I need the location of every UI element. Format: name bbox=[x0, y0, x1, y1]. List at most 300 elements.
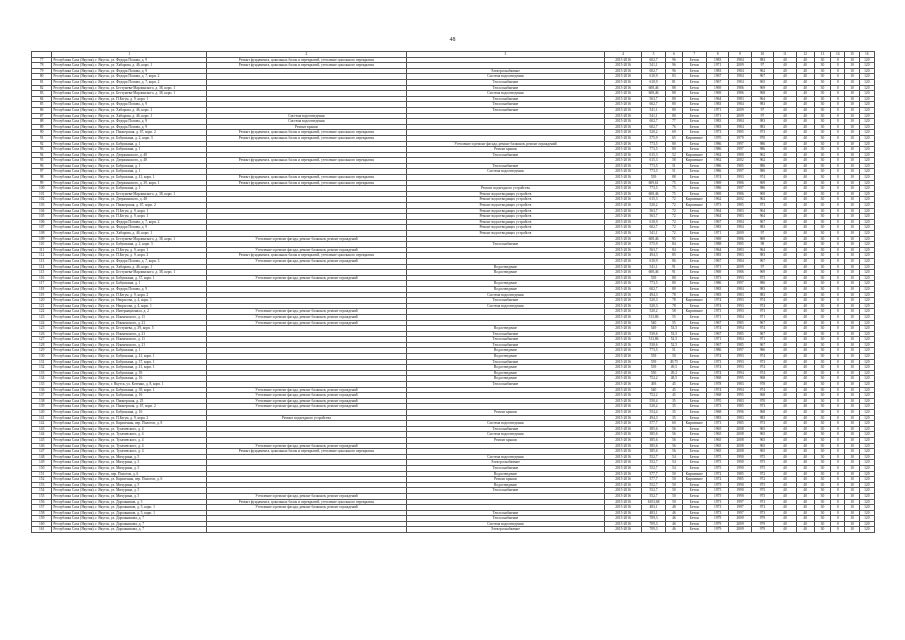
value-cell: 120 bbox=[859, 186, 874, 192]
value-cell: 40 bbox=[774, 74, 796, 80]
value-cell: 10 bbox=[845, 493, 859, 499]
value-cell: 30 bbox=[814, 281, 830, 287]
wear-cell: 51 bbox=[666, 348, 682, 354]
year-built-cell: 1973 bbox=[706, 510, 728, 516]
value-cell: 40 bbox=[796, 314, 814, 320]
value-cell: 30 bbox=[814, 471, 830, 477]
value-cell: 120 bbox=[859, 175, 874, 181]
value-cell: 30 bbox=[814, 113, 830, 119]
value-cell: 40 bbox=[774, 163, 796, 169]
row-number: 130 bbox=[32, 354, 52, 360]
row-number: 147 bbox=[32, 449, 52, 455]
value-cell: 120 bbox=[859, 219, 874, 225]
value-cell: 120 bbox=[859, 135, 874, 141]
period-cell: 2015-2016 bbox=[605, 342, 642, 348]
value-cell: 30 bbox=[814, 404, 830, 410]
wear-cell: 35 bbox=[666, 410, 682, 416]
value-cell: 10 bbox=[845, 443, 859, 449]
work-type-cell: Ремонт фундамента, цокольных балок и перекрытий, утепление цокольного перекрытия bbox=[207, 175, 407, 181]
value-cell: 30 bbox=[814, 337, 830, 343]
value-cell: 0 bbox=[831, 186, 845, 192]
year-renovated-cell: 1984 bbox=[729, 225, 751, 231]
value-cell: 40 bbox=[774, 493, 796, 499]
value-cell: 30 bbox=[814, 258, 830, 264]
value-cell: 0 bbox=[831, 415, 845, 421]
region-prefix: Республика Саха (Якутия), г. Якутск, bbox=[53, 169, 110, 174]
header-cell: 15 bbox=[845, 52, 859, 58]
value-cell: 40 bbox=[774, 258, 796, 264]
value-cell: 30 bbox=[814, 253, 830, 259]
value-cell: 120 bbox=[859, 337, 874, 343]
street-address: ул. Федора Попова, д. 7, корп. 2 bbox=[110, 79, 160, 84]
wear-cell: 54 bbox=[666, 465, 682, 471]
value-cell: 40 bbox=[774, 309, 796, 315]
wear-cell: 75 bbox=[666, 186, 682, 192]
year-code-cell: 986 bbox=[751, 348, 773, 354]
region-prefix: Республика Саха (Якутия), г. Якутск, bbox=[53, 107, 110, 112]
year-built-cell: 1973 bbox=[706, 499, 728, 505]
street-address: ул. Пионерская, д. 25 bbox=[110, 398, 144, 403]
value-cell: 10 bbox=[845, 449, 859, 455]
work-type-cell: Утепление и ремонт фасада, ремонт балконов, ремонт ограждений bbox=[207, 275, 407, 281]
system-cell: Теплоснабжение bbox=[406, 382, 605, 388]
wear-cell: 78 bbox=[666, 292, 682, 298]
value-cell: 10 bbox=[845, 415, 859, 421]
street-address: ул. П.Бегун, д. 9, корп. 1 bbox=[110, 208, 149, 213]
year-built-cell: 1970 bbox=[706, 135, 728, 141]
area-cell: 602,7 bbox=[641, 119, 665, 125]
period-cell: 2015-2016 bbox=[605, 354, 642, 360]
value-cell: 10 bbox=[845, 68, 859, 74]
value-cell: 40 bbox=[774, 437, 796, 443]
region-prefix: Республика Саха (Якутия), г. Якутск, bbox=[53, 158, 110, 163]
work-type-cell: Утепление и ремонт фасада, ремонт балконов, ремонт ограждений bbox=[207, 258, 407, 264]
value-cell: 30 bbox=[814, 186, 830, 192]
period-cell: 2015-2016 bbox=[605, 236, 642, 242]
material-cell: Бетон bbox=[682, 410, 706, 416]
page-number: 48 bbox=[449, 37, 456, 43]
material-cell: Кирпичное bbox=[682, 298, 706, 304]
value-cell: 30 bbox=[814, 180, 830, 186]
value-cell: 0 bbox=[831, 231, 845, 237]
year-renovated-cell: 1983 bbox=[729, 415, 751, 421]
area-cell: 483,1 bbox=[641, 510, 665, 516]
year-code-cell: 97 bbox=[751, 107, 773, 113]
value-cell: 40 bbox=[774, 219, 796, 225]
street-address: ул. Дзержинского, д. 48 bbox=[110, 197, 147, 202]
year-code-cell: 968 bbox=[751, 410, 773, 416]
period-cell: 2015-2016 bbox=[605, 91, 642, 97]
period-cell: 2015-2016 bbox=[605, 449, 642, 455]
value-cell: 40 bbox=[774, 203, 796, 209]
value-cell: 30 bbox=[814, 219, 830, 225]
period-cell: 2015-2016 bbox=[605, 270, 642, 276]
row-number: 83 bbox=[32, 91, 52, 97]
year-code-cell: 983 bbox=[751, 415, 773, 421]
year-code-cell: 973 bbox=[751, 359, 773, 365]
value-cell: 10 bbox=[845, 286, 859, 292]
year-code-cell: 983 bbox=[751, 286, 773, 292]
row-number: 138 bbox=[32, 398, 52, 404]
wear-cell: 96 bbox=[666, 57, 682, 63]
area-cell: 520,2 bbox=[641, 404, 665, 410]
value-cell: 30 bbox=[814, 521, 830, 527]
value-cell: 30 bbox=[814, 320, 830, 326]
row-number: 159 bbox=[32, 516, 52, 522]
value-cell: 0 bbox=[831, 527, 845, 533]
street-address: ул. Дзержинского, д. 39, корп. 1 bbox=[110, 180, 160, 185]
value-cell: 40 bbox=[796, 393, 814, 399]
value-cell: 40 bbox=[796, 203, 814, 209]
street-address: ул. Мичурина, д. 5 bbox=[110, 493, 140, 498]
value-cell: 0 bbox=[831, 258, 845, 264]
value-cell: 120 bbox=[859, 264, 874, 270]
year-built-cell: 1964 bbox=[706, 96, 728, 102]
region-prefix: Республика Саха (Якутия), г. Якутск, bbox=[53, 303, 110, 308]
year-code-cell: 972 bbox=[751, 471, 773, 477]
year-code-cell: 97 bbox=[751, 231, 773, 237]
header-cell: 14 bbox=[831, 52, 845, 58]
work-type-cell: Утепление и ремонт фасада, ремонт балконов, ремонт ограждений bbox=[207, 387, 407, 393]
value-cell: 40 bbox=[774, 521, 796, 527]
period-cell: 2015-2016 bbox=[605, 477, 642, 483]
period-cell: 2015-2016 bbox=[605, 242, 642, 248]
street-address: ул. Хабарова, д. 46, корп. 1 bbox=[110, 63, 153, 68]
area-cell: 610,9 bbox=[641, 219, 665, 225]
region-prefix: Республика Саха (Якутия), г. Якутск, bbox=[53, 410, 110, 414]
system-cell: Система водоотведения bbox=[406, 421, 605, 427]
value-cell: 10 bbox=[845, 180, 859, 186]
value-cell: 10 bbox=[845, 365, 859, 371]
value-cell: 40 bbox=[774, 477, 796, 483]
year-code-cell: 965 bbox=[751, 437, 773, 443]
year-built-cell: 1964 bbox=[706, 247, 728, 253]
value-cell: 0 bbox=[831, 298, 845, 304]
year-built-cell: 1986 bbox=[706, 141, 728, 147]
value-cell: 0 bbox=[831, 393, 845, 399]
value-cell: 10 bbox=[845, 242, 859, 248]
work-type-cell: Утепление и ремонт фасада, ремонт балконов, ремонт ограждений bbox=[207, 398, 407, 404]
system-cell: Ремонт крыши bbox=[406, 437, 605, 443]
period-cell: 2015-2016 bbox=[605, 152, 642, 158]
value-cell: 10 bbox=[845, 141, 859, 147]
value-cell: 120 bbox=[859, 488, 874, 494]
value-cell: 0 bbox=[831, 141, 845, 147]
wear-cell: 46 bbox=[666, 516, 682, 522]
value-cell: 0 bbox=[831, 275, 845, 281]
period-cell: 2015-2016 bbox=[605, 141, 642, 147]
area-cell: 615,3 bbox=[641, 158, 665, 164]
value-cell: 30 bbox=[814, 303, 830, 309]
value-cell: 10 bbox=[845, 348, 859, 354]
period-cell: 2015-2016 bbox=[605, 107, 642, 113]
area-cell: 385,6 bbox=[641, 437, 665, 443]
area-cell: 483,1 bbox=[641, 505, 665, 511]
wear-cell: 96 bbox=[666, 63, 682, 69]
row-number: 125 bbox=[32, 326, 52, 332]
area-cell: 539 bbox=[641, 175, 665, 181]
material-cell: Бетон bbox=[682, 141, 706, 147]
value-cell: 10 bbox=[845, 253, 859, 259]
region-prefix: Республика Саха (Якутия), г. Якутск, bbox=[53, 382, 110, 387]
row-number: 98 bbox=[32, 175, 52, 181]
year-renovated-cell: 1983 bbox=[729, 208, 751, 214]
year-renovated-cell: 2008 bbox=[729, 432, 751, 438]
value-cell: 40 bbox=[796, 482, 814, 488]
system-cell: Ремонт водоотводящих устройств bbox=[406, 191, 605, 197]
work-type-cell: Ремонт подъездного устройства bbox=[207, 415, 407, 421]
value-cell: 40 bbox=[774, 454, 796, 460]
year-code-cell: 973 bbox=[751, 421, 773, 427]
row-number: 128 bbox=[32, 342, 52, 348]
system-cell: Водоотведение bbox=[406, 482, 605, 488]
period-cell: 2015-2016 bbox=[605, 437, 642, 443]
year-renovated-cell: 1984 bbox=[729, 219, 751, 225]
year-renovated-cell: 2009 bbox=[729, 63, 751, 69]
value-cell: 10 bbox=[845, 191, 859, 197]
area-cell: 709,3 bbox=[641, 527, 665, 533]
wear-cell: 54 bbox=[666, 460, 682, 466]
year-code-cell: 979 bbox=[751, 521, 773, 527]
wear-cell: 72 bbox=[666, 225, 682, 231]
region-prefix: Республика Саха (Якутия), г. Якутск, bbox=[53, 275, 110, 280]
work-type-cell: Утепление и ремонт фасада, ремонт балконов, ремонт ограждений bbox=[207, 505, 407, 511]
value-cell: 10 bbox=[845, 270, 859, 276]
row-number: 80 bbox=[32, 74, 52, 80]
value-cell: 10 bbox=[845, 499, 859, 505]
value-cell: 40 bbox=[774, 432, 796, 438]
value-cell: 0 bbox=[831, 74, 845, 80]
year-code-cell: 964 bbox=[751, 96, 773, 102]
value-cell: 30 bbox=[814, 107, 830, 113]
wear-cell: 55 bbox=[666, 320, 682, 326]
year-code-cell: 967 bbox=[751, 320, 773, 326]
value-cell: 40 bbox=[774, 191, 796, 197]
value-cell: 0 bbox=[831, 499, 845, 505]
value-cell: 10 bbox=[845, 382, 859, 388]
area-cell: 563,7 bbox=[641, 96, 665, 102]
wear-cell: 45 bbox=[666, 387, 682, 393]
period-cell: 2015-2016 bbox=[605, 493, 642, 499]
material-cell: Бетон bbox=[682, 449, 706, 455]
region-prefix: Республика Саха (Якутия), г. Якутск, bbox=[53, 471, 110, 476]
year-built-cell: 1968 bbox=[706, 376, 728, 382]
value-cell: 120 bbox=[859, 169, 874, 175]
value-cell: 120 bbox=[859, 242, 874, 248]
system-cell: Ремонт водоотводящих устройств bbox=[406, 203, 605, 209]
year-code-cell: 969 bbox=[751, 180, 773, 186]
value-cell: 40 bbox=[774, 443, 796, 449]
material-cell: Бетон bbox=[682, 175, 706, 181]
street-address: ул. Бабушкина, д. 1 bbox=[110, 281, 141, 286]
value-cell: 40 bbox=[796, 488, 814, 494]
material-cell: Бетон bbox=[682, 337, 706, 343]
year-code-cell: 970 bbox=[751, 398, 773, 404]
value-cell: 0 bbox=[831, 158, 845, 164]
value-cell: 40 bbox=[796, 505, 814, 511]
area-cell: 520,2 bbox=[641, 130, 665, 136]
area-cell: 520,3 bbox=[641, 298, 665, 304]
material-cell: Бетон bbox=[682, 247, 706, 253]
area-cell: 575,9 bbox=[641, 135, 665, 141]
area-cell: 609,61 bbox=[641, 180, 665, 186]
value-cell: 10 bbox=[845, 482, 859, 488]
wear-cell: 58 bbox=[666, 309, 682, 315]
material-cell: Бетон bbox=[682, 510, 706, 516]
area-cell: 549 bbox=[641, 326, 665, 332]
value-cell: 40 bbox=[774, 225, 796, 231]
material-cell: Бетон bbox=[682, 493, 706, 499]
value-cell: 0 bbox=[831, 57, 845, 63]
year-built-cell: 1983 bbox=[706, 253, 728, 259]
period-cell: 2015-2016 bbox=[605, 169, 642, 175]
year-code-cell: 974 bbox=[751, 303, 773, 309]
value-cell: 40 bbox=[774, 393, 796, 399]
system-cell: Ремонт подъездного устройства bbox=[406, 186, 605, 192]
value-cell: 40 bbox=[774, 286, 796, 292]
value-cell: 40 bbox=[796, 130, 814, 136]
value-cell: 40 bbox=[796, 404, 814, 410]
value-cell: 40 bbox=[796, 493, 814, 499]
system-cell: Система водоотведения bbox=[406, 169, 605, 175]
material-cell: Кирпичное bbox=[682, 152, 706, 158]
value-cell: 40 bbox=[796, 354, 814, 360]
value-cell: 40 bbox=[796, 421, 814, 427]
value-cell: 40 bbox=[774, 79, 796, 85]
area-cell: 752,2 bbox=[641, 393, 665, 399]
street-address: г. Якутск, ул. Котенко, д. 8, корп. 1 bbox=[110, 382, 164, 387]
area-cell: 563,7 bbox=[641, 214, 665, 220]
year-code-cell: 975 bbox=[751, 454, 773, 460]
header-cell: 3 bbox=[406, 52, 605, 58]
value-cell: 40 bbox=[774, 119, 796, 125]
value-cell: 30 bbox=[814, 96, 830, 102]
area-cell: 539 bbox=[641, 354, 665, 360]
year-renovated-cell: 2009 bbox=[729, 521, 751, 527]
value-cell: 120 bbox=[859, 107, 874, 113]
year-built-cell: 1973 bbox=[706, 421, 728, 427]
value-cell: 40 bbox=[774, 410, 796, 416]
period-cell: 2015-2016 bbox=[605, 147, 642, 153]
wear-cell: 77 bbox=[666, 119, 682, 125]
value-cell: 40 bbox=[774, 465, 796, 471]
region-prefix: Республика Саха (Якутия), г. Якутск, bbox=[53, 348, 110, 353]
region-prefix: Республика Саха (Якутия), г. Якутск, bbox=[53, 197, 110, 202]
value-cell: 40 bbox=[796, 449, 814, 455]
street-address: ул. Бабушкина, д. 39 bbox=[110, 370, 143, 375]
row-number: 141 bbox=[32, 415, 52, 421]
year-code-cell: 97 bbox=[751, 113, 773, 119]
value-cell: 120 bbox=[859, 493, 874, 499]
year-code-cell: 962 bbox=[751, 152, 773, 158]
value-cell: 40 bbox=[796, 225, 814, 231]
system-cell: Водоотведение bbox=[406, 326, 605, 332]
period-cell: 2015-2016 bbox=[605, 158, 642, 164]
value-cell: 30 bbox=[814, 275, 830, 281]
row-number: 134 bbox=[32, 376, 52, 382]
year-built-cell: 1965 bbox=[706, 426, 728, 432]
row-number: 81 bbox=[32, 79, 52, 85]
area-cell: 385,6 bbox=[641, 449, 665, 455]
period-cell: 2015-2016 bbox=[605, 197, 642, 203]
street-address: ул. Бабушкина, д. 1 bbox=[110, 348, 141, 353]
year-renovated-cell: 1984 bbox=[729, 286, 751, 292]
period-cell: 2015-2016 bbox=[605, 426, 642, 432]
row-number: 104 bbox=[32, 208, 52, 214]
row-number: 150 bbox=[32, 465, 52, 471]
material-cell: Бетон bbox=[682, 281, 706, 287]
year-built-cell: 1969 bbox=[706, 91, 728, 97]
region-prefix: Республика Саха (Якутия), г. Якутск, bbox=[53, 135, 110, 140]
value-cell: 120 bbox=[859, 57, 874, 63]
region-prefix: Республика Саха (Якутия), г. Якутск, bbox=[53, 365, 110, 370]
material-cell: Бетон bbox=[682, 225, 706, 231]
wear-cell: 52 bbox=[666, 152, 682, 158]
material-cell: Бетон bbox=[682, 426, 706, 432]
street-address: ул. Федора Попова, д. 7, корп. 2 bbox=[110, 74, 160, 79]
value-cell: 0 bbox=[831, 68, 845, 74]
area-cell: 577,7 bbox=[641, 421, 665, 427]
material-cell: Бетон bbox=[682, 432, 706, 438]
system-cell: Водоотведение bbox=[406, 370, 605, 376]
value-cell: 10 bbox=[845, 281, 859, 287]
value-cell: 40 bbox=[796, 175, 814, 181]
row-number: 116 bbox=[32, 275, 52, 281]
value-cell: 40 bbox=[796, 437, 814, 443]
year-built-cell: 1972 bbox=[706, 477, 728, 483]
value-cell: 40 bbox=[796, 510, 814, 516]
region-prefix: Республика Саха (Якутия), г. Якутск, bbox=[53, 337, 110, 342]
value-cell: 0 bbox=[831, 286, 845, 292]
street-address: ул. Ильменского, д. 11 bbox=[110, 337, 145, 342]
period-cell: 2015-2016 bbox=[605, 471, 642, 477]
value-cell: 0 bbox=[831, 163, 845, 169]
value-cell: 120 bbox=[859, 247, 874, 253]
value-cell: 30 bbox=[814, 68, 830, 74]
system-cell: Теплоснабжение bbox=[406, 516, 605, 522]
value-cell: 0 bbox=[831, 225, 845, 231]
value-cell: 0 bbox=[831, 135, 845, 141]
area-cell: 602,7 bbox=[641, 102, 665, 108]
row-number: 88 bbox=[32, 119, 52, 125]
row-number: 154 bbox=[32, 488, 52, 494]
value-cell: 30 bbox=[814, 119, 830, 125]
value-cell: 40 bbox=[796, 253, 814, 259]
area-cell: 552,7 bbox=[641, 488, 665, 494]
period-cell: 2015-2016 bbox=[605, 348, 642, 354]
value-cell: 10 bbox=[845, 74, 859, 80]
area-cell: 615,3 bbox=[641, 197, 665, 203]
row-number: 100 bbox=[32, 186, 52, 192]
value-cell: 40 bbox=[796, 410, 814, 416]
value-cell: 0 bbox=[831, 404, 845, 410]
year-built-cell: 1975 bbox=[706, 493, 728, 499]
value-cell: 30 bbox=[814, 505, 830, 511]
year-renovated-cell: 1984 bbox=[729, 258, 751, 264]
system-cell: Электроснабжение bbox=[406, 460, 605, 466]
value-cell: 30 bbox=[814, 175, 830, 181]
value-cell: 40 bbox=[796, 382, 814, 388]
street-address: ул. Мичурина, д. 5 bbox=[110, 482, 140, 487]
value-cell: 30 bbox=[814, 91, 830, 97]
street-address: ул. Дорожникова, д. 7 bbox=[110, 521, 145, 526]
system-cell: Теплоснабжение bbox=[406, 488, 605, 494]
value-cell: 0 bbox=[831, 242, 845, 248]
street-address: ул. Бестужева-Марлинского, д. 38, корп. 1 bbox=[110, 191, 176, 196]
value-cell: 30 bbox=[814, 74, 830, 80]
year-code-cell: 965 bbox=[751, 449, 773, 455]
value-cell: 10 bbox=[845, 203, 859, 209]
